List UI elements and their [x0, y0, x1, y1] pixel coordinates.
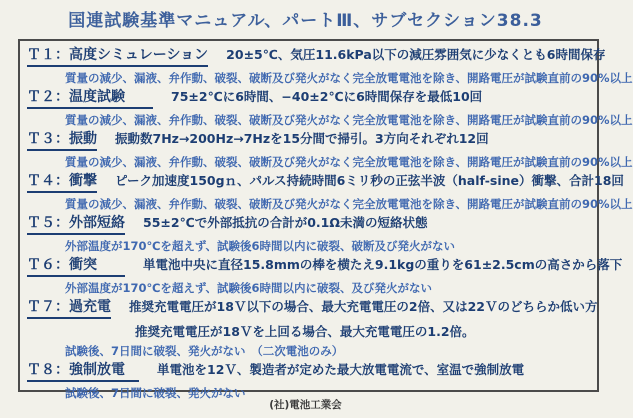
- test-row-t4: [27, 170, 633, 212]
- test-criteria: 外部温度が170℃を超えず、試験後6時間以内に破裂、及び発火がない: [65, 281, 433, 295]
- test-label: Ｔ２：温度試験: [27, 86, 153, 109]
- test-label: Ｔ６：衝突: [27, 254, 125, 277]
- test-heading: [27, 128, 590, 151]
- test-heading: [27, 254, 623, 277]
- test-heading: [27, 170, 624, 193]
- test-label: Ｔ８：強制放電: [27, 359, 139, 382]
- test-condition-line2: 推奨充電電圧が18Ｖを上回る場合、最大充電電圧の1.2倍。: [135, 324, 475, 339]
- test-row-t8: [27, 359, 590, 401]
- test-criteria: 質量の減少、漏液、弁作動、破裂、破断及び発火がなく完全放電電池を除き、開路電圧が試験直前の90%以上: [65, 113, 633, 127]
- test-row-t3: [27, 128, 633, 170]
- test-heading: [27, 44, 606, 67]
- test-label: Ｔ４：衝撃: [27, 170, 97, 193]
- test-condition: 55±2℃で外部抵抗の合計が0.1Ω未満の短絡状態: [143, 215, 428, 230]
- test-label: Ｔ１：高度シミュレーション: [27, 44, 208, 67]
- test-condition: ピーク加速度150gｎ、パルス持続時間6ミリ秒の正弦半波（half-sine）衝撃、合計18回: [115, 173, 624, 188]
- test-heading: [27, 296, 598, 319]
- test-row-t5: [27, 212, 590, 254]
- test-row-t6: [27, 254, 623, 296]
- test-condition: 75±2℃に6時間、−40±2℃に6時間保存を最低10回: [171, 89, 483, 104]
- test-label: Ｔ３：振動: [27, 128, 97, 151]
- page-title: 国連試験基準マニュアル、パートⅢ、サブセクション38.3: [68, 11, 543, 31]
- test-heading: [27, 212, 590, 235]
- test-row-t1: [27, 44, 633, 86]
- test-row-t7: [27, 296, 598, 359]
- test-criteria: 質量の減少、漏液、弁作動、破裂、破断及び発火がなく完全放電電池を除き、開路電圧が試験直前の90%以上: [65, 155, 633, 169]
- test-criteria: 質量の減少、漏液、弁作動、破裂、破断及び発火がなく完全放電電池を除き、開路電圧が試験直前の90%以上: [65, 71, 633, 85]
- test-condition: 単電池中央に直径15.8mmの棒を横たえ9.1kgの重りを61±2.5cmの高さから落下: [143, 257, 623, 272]
- document-page: [0, 6, 633, 418]
- test-criteria: 試験後、7日間に破裂、発火がない: [65, 386, 246, 400]
- test-label: Ｔ７：過充電: [27, 296, 111, 319]
- test-condition: 単電池を12Ｖ、製造者が定めた最大放電電流で、室温で強制放電: [157, 362, 525, 377]
- test-row-t2: [27, 86, 633, 128]
- test-criteria: 質量の減少、漏液、弁作動、破裂、破断及び発火がなく完全放電電池を除き、開路電圧が試験直前の90%以上: [65, 197, 633, 211]
- footer-credit: (社)電池工業会: [269, 399, 342, 411]
- test-condition: 推奨充電電圧が18Ｖ以下の場合、最大充電電圧の2倍、又は22Ｖのどちらか低い方: [129, 299, 598, 314]
- test-summary-box: [18, 39, 633, 400]
- test-heading: [27, 86, 590, 109]
- test-heading: [27, 359, 590, 382]
- test-criteria: 外部温度が170℃を超えず、試験後6時間以内に破裂、破断及び発火がない: [65, 239, 456, 253]
- test-condition: 20±5℃、気圧11.6kPa以下の減圧雰囲気に少なくとも6時間保存: [226, 47, 606, 62]
- test-criteria: 試験後、7日間に破裂、発火がない （二次電池のみ）: [65, 344, 344, 358]
- test-label: Ｔ５：外部短絡: [27, 212, 125, 235]
- test-condition: 振動数7Hz→200Hz→7Hzを15分間で掃引。3方向それぞれ12回: [115, 131, 489, 146]
